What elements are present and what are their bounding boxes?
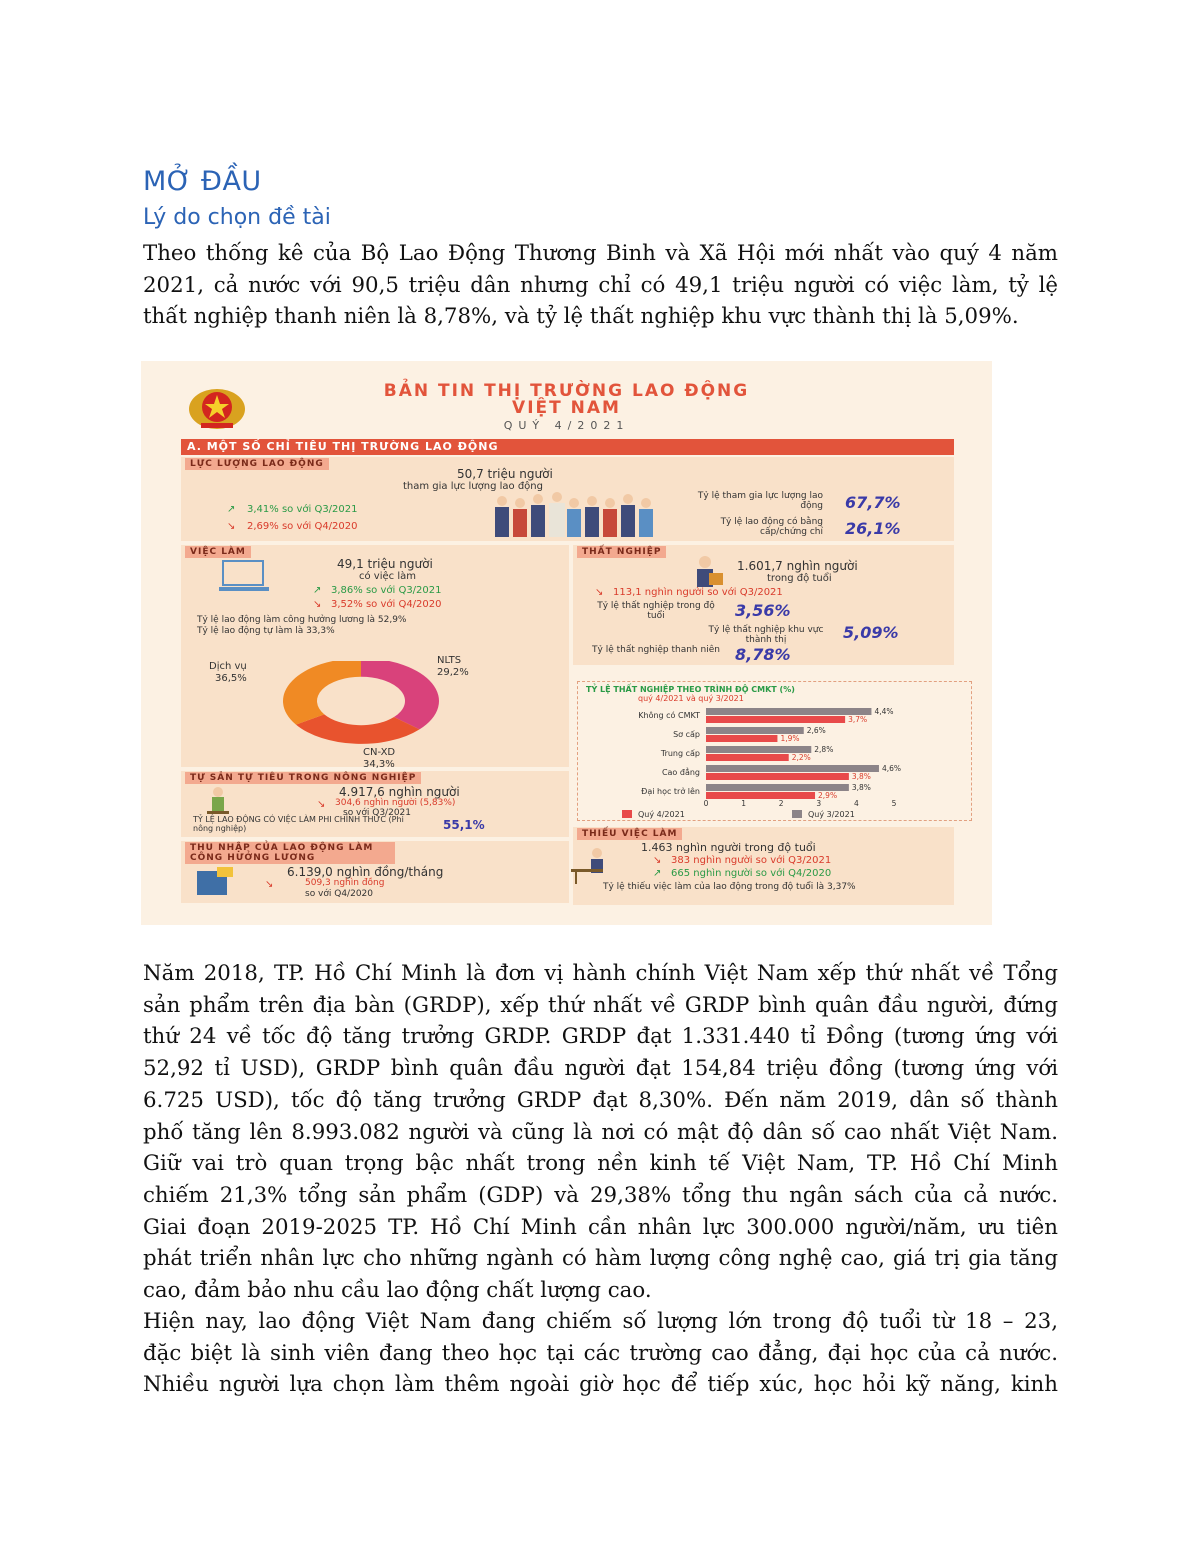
donut-label-cnxd: CN-XD [363,747,396,758]
paragraph-line: 6.725 USD), tốc độ tăng trưởng GRDP đạt 8,30%. Đến năm 2019, dân số thành [143,1087,1058,1113]
arrow-down-icon: ↘ [227,521,236,532]
bar-q4-label: 2,2% [791,753,811,762]
unemp-rate1-value: 3,56% [735,601,791,620]
employment-change1: 3,86% so với Q3/2021 [331,585,442,596]
bar-q4 [706,754,789,761]
category-label: Cao đẳng [661,768,700,777]
bar-q4-label: 2,9% [818,791,838,800]
arrow-up-icon: ↗ [227,504,236,515]
underemployment-change1: 383 nghìn người so với Q3/2021 [671,855,832,866]
infographic-title-line2: VIỆT NAM [512,398,621,418]
bar-q3-label: 4,6% [881,764,902,773]
people-group-icon [491,491,656,539]
heading: MỞ ĐẦU [143,166,262,197]
employment-sub: có việc làm [359,571,416,582]
bar-q3 [706,765,879,772]
unemployment-change: 113,1 nghìn người so với Q3/2021 [613,587,783,598]
unemp-rate1-label: Tỷ lệ thất nghiệp trong độ tuổi [597,601,715,621]
bar-q4-label: 1,9% [780,734,800,743]
category-label: Trung cấp [660,749,700,758]
unemployment-headline: 1.601,7 nghìn người [737,559,858,573]
infographic-quarter: QUÝ 4/2021 [503,419,630,432]
category-label: Sơ cấp [673,730,700,739]
bar-q3 [706,727,804,734]
bar-q4 [706,735,777,742]
donut-slice-2 [283,661,361,725]
unemp-rate3-label: Tỷ lệ thất nghiệp thanh niên [592,645,720,655]
underemployment-note: Tỷ lệ thiếu việc làm của lao động trong độ tuổi là 3,37% [603,882,856,892]
bar-q3-label: 2,8% [814,745,834,754]
employment-headline: 49,1 triệu người [337,557,433,571]
employment-note1: Tỷ lệ lao động làm công hưởng lương là 52,9% [197,615,407,625]
bar-chart-svg [578,682,973,822]
paragraph-line: đặc biệt là sinh viên đang theo học tại các trường cao đẳng, đại học của cả nước. [143,1340,1058,1366]
paragraph-line: thứ 24 về tốc độ tăng trưởng GRDP. GRDP đạt 1.331.440 tỉ Đồng (tương ứng với [143,1024,1058,1050]
underemployment-change2: 665 nghìn người so với Q4/2020 [671,868,832,879]
paragraph-line: Theo thống kê của Bộ Lao Động Thương Binh và Xã Hội mới nhất vào quý 4 năm [143,241,1058,266]
x-tick-label: 3 [816,799,822,808]
paragraph-line: Nhiều người lựa chọn làm thêm ngoài giờ học để tiếp xúc, học hỏi kỹ năng, kinh [143,1372,1058,1398]
labor-market-infographic [141,361,992,925]
donut-slice-0 [361,661,439,729]
income-change: 509,3 nghìn đồng [305,878,385,888]
bar-q4 [706,773,849,780]
subheading: Lý do chọn đề tài [143,205,331,230]
informal-rate-label: TỶ LỆ LAO ĐỘNG CÓ VIỆC LÀM PHI CHÍNH THỨC (Phi nông nghiệp) [193,815,404,833]
paragraph-line: sản phẩm trên địa bàn (GRDP), xếp thứ nhất về GRDP bình quân đầu người, đứng [143,992,1058,1018]
unemp-rate2-label: Tỷ lệ thất nghiệp khu vực thành thị [708,625,824,645]
paragraph-2 [143,958,1058,1307]
unemp-rate2-value: 5,09% [843,623,899,642]
sector-donut-chart [271,661,451,761]
x-tick-label: 1 [741,799,746,808]
paragraph-line: Năm 2018, TP. Hồ Chí Minh là đơn vị hành chính Việt Nam xếp thứ nhất về Tổng [143,961,1058,986]
desk-worker-icon [569,845,613,885]
subsistence-change: 304,6 nghìn người (5,83%) [335,798,456,808]
x-tick-label: 4 [854,799,859,808]
unemployment-by-qualification-chart [577,681,972,821]
income-change-sub: so với Q4/2020 [305,889,373,899]
paragraph-line: Hiện nay, lao động Việt Nam đang chiếm số lượng lớn trong độ tuổi từ 18 – 23, [143,1309,1058,1334]
worker-box-icon [689,555,725,589]
labor-force-sub: tham gia lực lượng lao động [403,481,543,492]
paragraph-line: Giai đoạn 2019-2025 TP. Hồ Chí Minh cần nhân lực 300.000 người/năm, ưu tiên [143,1214,1058,1240]
bar-q3 [706,746,811,753]
legend-swatch-q4 [622,810,632,818]
bar-q4 [706,716,845,723]
paragraph-1 [143,238,1058,333]
x-tick-label: 0 [703,799,709,808]
underemployment-label: THIẾU VIỆC LÀM [577,828,682,840]
chart-subtitle: quý 4/2021 và quý 3/2021 [638,694,744,703]
legend-swatch-q3 [792,810,802,818]
donut-label-nlts: NLTS [437,655,462,666]
paragraph-line: 2021, cả nước với 90,5 triệu dân nhưng chỉ có 49,1 triệu người có việc làm, tỷ lệ [143,272,1058,298]
bar-q3 [706,708,871,715]
paragraph-line: phát triển nhân lực cho những ngành có hàm lượng công nghệ cao, giá trị gia tăng [143,1246,1058,1272]
paragraph-line: Giữ vai trò quan trọng bậc nhất trong nền kinh tế Việt Nam, TP. Hồ Chí Minh [143,1151,1058,1177]
x-tick-label: 2 [778,799,784,808]
bar-q3-label: 2,6% [806,726,826,735]
arrow-down-icon: ↘ [653,855,662,866]
unemp-rate3-value: 8,78% [735,645,791,664]
qualified-rate-label: Tỷ lệ lao động có bằng cấp/chứng chỉ [720,517,823,537]
income-label: THU NHẬP CỦA LAO ĐỘNG LÀM CÔNG HƯỞNG LƯƠNG [185,842,395,864]
x-tick-label: 5 [891,799,897,808]
subsistence-label: TỰ SẢN TỰ TIÊU TRONG NÔNG NGHIỆP [185,772,421,784]
legend-label-q3: Quý 3/2021 [808,810,855,819]
unemployment-sub: trong độ tuổi [767,573,832,584]
subsistence-headline: 4.917,6 nghìn người [339,785,460,799]
bar-q3-label: 4,4% [874,707,894,716]
computer-desk-icon [217,557,271,597]
money-safe-icon [195,865,235,897]
infographic-title: BẢN TIN THỊ TRƯỜNG LAO ĐỘNG [383,381,750,401]
participation-rate-value: 67,7% [845,493,901,512]
paragraph-line: thất nghiệp thanh niên là 8,78%, và tỷ lệ thất nghiệp khu vực thành thị là 5,09%. [143,304,1019,330]
labor-force-change2: 2,69% so với Q4/2020 [247,521,358,532]
employment-label: VIỆC LÀM [185,546,251,558]
section-a-band: A. MỘT SỐ CHỈ TIÊU THỊ TRƯỜNG LAO ĐỘNG [181,439,954,455]
farmer-icon [203,785,233,815]
paragraph-line: 52,92 tỉ USD), GRDP bình quân đầu người đạt 154,84 triệu đồng (tương ứng với [143,1056,1058,1082]
underemployment-headline: 1.463 nghìn người trong độ tuổi [641,841,816,854]
bar-q4 [706,792,815,799]
donut-value-cnxd: 34,3% [363,759,395,770]
donut-value-nlts: 29,2% [437,667,469,678]
participation-rate-label: Tỷ lệ tham gia lực lượng lao động [697,491,823,511]
paragraph-line: chiếm 21,3% tổng sản phẩm (GDP) và 29,38% tổng thu ngân sách của cả nước. [143,1182,1058,1208]
arrow-down-icon: ↘ [265,879,274,890]
unemployment-label: THẤT NGHIỆP [577,546,666,558]
arrow-down-icon: ↘ [595,587,604,598]
arrow-down-icon: ↘ [317,799,326,810]
bar-q4-label: 3,8% [851,772,871,781]
chart-title: TỶ LỆ THẤT NGHIỆP THEO TRÌNH ĐỘ CMKT (%) [586,685,795,694]
arrow-up-icon: ↗ [313,585,322,596]
paragraph-line: cao, đảm bảo nhu cầu lao động chất lượng cao. [143,1278,652,1304]
employment-change2: 3,52% so với Q4/2020 [331,599,442,610]
legend-label-q4: Quý 4/2021 [638,810,685,819]
paragraph-3 [143,1306,1058,1401]
bar-q3-label: 3,8% [851,783,871,792]
bar-q3 [706,784,849,791]
labor-force-change1: 3,41% so với Q3/2021 [247,504,358,515]
paragraph-line: phố tăng lên 8.993.082 người và cũng là nơi có mật độ dân số cao nhất Việt Nam. [143,1119,1058,1145]
category-label: Đại học trở lên [641,787,700,796]
arrow-up-icon: ↗ [653,868,662,879]
donut-value-services: 36,5% [215,673,247,684]
income-headline: 6.139,0 nghìn đồng/tháng [287,865,444,879]
qualified-rate-value: 26,1% [845,519,901,538]
informal-rate-value: 55,1% [443,818,485,832]
donut-label-services: Dịch vụ [209,661,247,672]
labor-force-label: LỰC LƯỢNG LAO ĐỘNG [185,458,329,470]
category-label: Không có CMKT [638,711,700,720]
labor-force-headline: 50,7 triệu người [457,467,553,481]
arrow-down-icon: ↘ [313,599,322,610]
bar-q4-label: 3,7% [848,715,868,724]
employment-note2: Tỷ lệ lao động tự làm là 33,3% [197,626,335,636]
subsistence-change-sub: so với Q3/2021 [343,808,411,818]
